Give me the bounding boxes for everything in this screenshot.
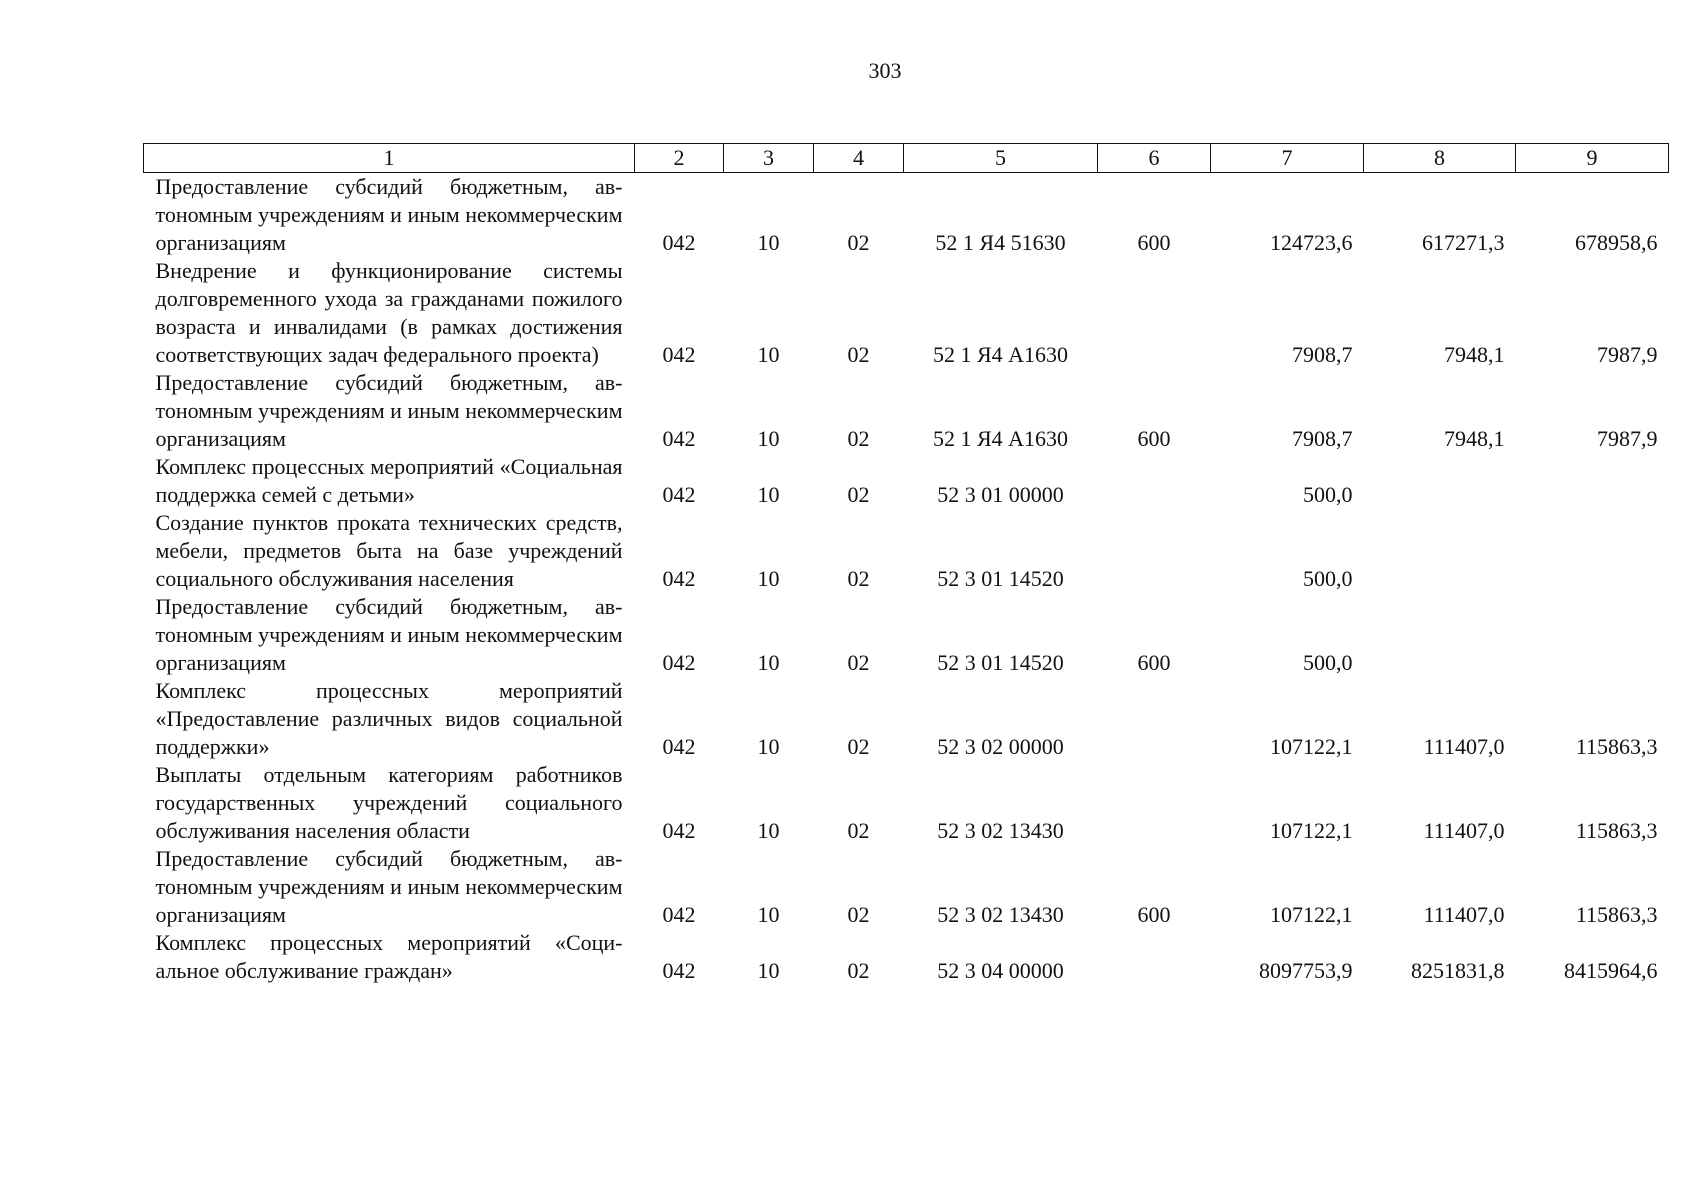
row-target-article-cell: 52 3 02 00000 [937, 734, 1064, 759]
row-section-cell: 10 [757, 734, 780, 759]
row-amount-cell-9: 8415964,6 [1564, 958, 1658, 983]
row-section-cell: 10 [757, 818, 780, 843]
table-row [144, 593, 1669, 677]
row-name-cell: Предоставление субсидий бюджетным, автономным учреждениям и иным некоммерческим организациям [155, 370, 623, 451]
row-code-cell: 042 [662, 902, 696, 927]
row-code-cell: 042 [662, 482, 696, 507]
row-target-article-cell: 52 3 01 14520 [937, 650, 1064, 675]
row-amount-cell-9: 7987,9 [1597, 342, 1658, 367]
row-subsection-cell: 02 [847, 426, 870, 451]
row-target-article-cell: 52 3 01 00000 [937, 482, 1064, 507]
row-amount-cell-8: 7948,1 [1444, 426, 1505, 451]
row-target-article-cell: 52 3 02 13430 [937, 902, 1064, 927]
row-section-cell: 10 [757, 650, 780, 675]
row-target-article-cell: 52 1 Я4 А1630 [932, 342, 1069, 367]
row-subsection-cell: 02 [847, 230, 870, 255]
row-section-cell: 10 [757, 426, 780, 451]
row-target-article-cell: 52 1 Я4 51630 [935, 230, 1066, 255]
column-header-9: 9 [1516, 144, 1669, 173]
row-amount-cell-7: 124723,6 [1270, 230, 1353, 255]
row-amount-cell-7: 107122,1 [1270, 734, 1353, 759]
column-header-3: 3 [724, 144, 814, 173]
row-section-cell: 10 [757, 958, 780, 983]
row-amount-cell-7: 107122,1 [1270, 902, 1353, 927]
row-subsection-cell: 02 [847, 902, 870, 927]
row-expense-type-cell [1098, 509, 1211, 593]
row-code-cell: 042 [662, 734, 696, 759]
row-code-cell: 042 [662, 566, 696, 591]
row-amount-cell-9 [1516, 509, 1669, 593]
row-amount-cell-7: 8097753,9 [1259, 958, 1353, 983]
budget-table [143, 143, 1669, 985]
row-amount-cell-9: 115863,3 [1575, 902, 1658, 927]
row-expense-type-cell [1098, 761, 1211, 845]
table-row [144, 845, 1669, 929]
row-name-cell: Внедрение и функционирование системы долговременного ухода за гражданами пожилого возраста и инвалидами (в рамках достижения соответствующих задач федерального проекта) [155, 258, 623, 367]
row-expense-type-cell: 600 [1137, 902, 1171, 927]
row-section-cell: 10 [757, 902, 780, 927]
table-row [144, 677, 1669, 761]
table-row [144, 257, 1669, 369]
row-subsection-cell: 02 [847, 958, 870, 983]
row-subsection-cell: 02 [847, 650, 870, 675]
row-amount-cell-9 [1516, 453, 1669, 509]
column-header-5: 5 [904, 144, 1098, 173]
row-amount-cell-8: 111407,0 [1423, 818, 1505, 843]
column-header-7: 7 [1211, 144, 1364, 173]
row-expense-type-cell [1098, 453, 1211, 509]
row-name-cell: Создание пунктов проката технических средств, мебели, предметов быта на базе учреждений социального обслуживания населения [155, 510, 623, 591]
row-name-cell: Предоставление субсидий бюджетным, автономным учреждениям и иным некоммерческим организациям [155, 846, 623, 927]
row-target-article-cell: 52 3 04 00000 [937, 958, 1064, 983]
table-row [144, 761, 1669, 845]
row-amount-cell-7: 107122,1 [1270, 818, 1353, 843]
table-row [144, 509, 1669, 593]
row-code-cell: 042 [662, 650, 696, 675]
page-number: 303 [868, 58, 902, 83]
table-row [144, 369, 1669, 453]
column-header-8: 8 [1364, 144, 1516, 173]
row-name-cell: Предоставление субсидий бюджетным, автономным учреждениям и иным некоммерческим организациям [155, 594, 623, 675]
row-name-cell: Комплекс процессных мероприятий «Социальное обслуживание граждан» [155, 930, 623, 983]
row-amount-cell-8: 617271,3 [1422, 230, 1505, 255]
row-section-cell: 10 [757, 566, 780, 591]
table-body [144, 173, 1669, 986]
row-amount-cell-7: 500,0 [1303, 482, 1353, 507]
row-code-cell: 042 [662, 426, 696, 451]
row-amount-cell-7: 7908,7 [1292, 426, 1353, 451]
row-section-cell: 10 [757, 342, 780, 367]
row-section-cell: 10 [757, 230, 780, 255]
row-amount-cell-9: 7987,9 [1597, 426, 1658, 451]
column-header-2: 2 [635, 144, 724, 173]
row-code-cell: 042 [662, 958, 696, 983]
row-subsection-cell: 02 [847, 818, 870, 843]
row-expense-type-cell: 600 [1137, 426, 1171, 451]
row-name-cell: Комплекс процессных мероприятий «Социальная поддержка семей с детьми» [155, 454, 623, 507]
row-name-cell: Комплекс процессных мероприятий «Предоставление различных видов социальной поддержки» [155, 678, 623, 759]
row-section-cell: 10 [757, 482, 780, 507]
row-code-cell: 042 [662, 230, 696, 255]
row-target-article-cell: 52 3 02 13430 [937, 818, 1064, 843]
row-name-cell: Предоставление субсидий бюджетным, автономным учреждениям и иным некоммерческим организациям [155, 174, 623, 255]
row-code-cell: 042 [662, 818, 696, 843]
row-amount-cell-9: 678958,6 [1575, 230, 1658, 255]
row-subsection-cell: 02 [847, 482, 870, 507]
row-expense-type-cell [1098, 677, 1211, 761]
row-amount-cell-8: 111407,0 [1423, 734, 1505, 759]
row-amount-cell-9 [1516, 593, 1669, 677]
row-target-article-cell: 52 1 Я4 А1630 [932, 426, 1069, 451]
header-row [144, 144, 1669, 173]
row-amount-cell-7: 500,0 [1303, 566, 1353, 591]
row-amount-cell-9: 115863,3 [1575, 818, 1658, 843]
table-row [144, 453, 1669, 509]
table-row [144, 929, 1669, 985]
row-name-cell: Выплаты отдельным категориям работников государственных учреждений социального обслуживания населения области [155, 762, 623, 843]
row-subsection-cell: 02 [847, 566, 870, 591]
row-expense-type-cell: 600 [1137, 650, 1171, 675]
row-code-cell: 042 [662, 342, 696, 367]
row-amount-cell-8 [1364, 453, 1516, 509]
row-amount-cell-7: 7908,7 [1292, 342, 1353, 367]
row-amount-cell-8 [1364, 509, 1516, 593]
column-header-6: 6 [1098, 144, 1211, 173]
row-subsection-cell: 02 [847, 734, 870, 759]
column-header-4: 4 [814, 144, 904, 173]
row-amount-cell-7: 500,0 [1303, 650, 1353, 675]
table-row [144, 173, 1669, 258]
row-amount-cell-8: 8251831,8 [1411, 958, 1505, 983]
row-subsection-cell: 02 [847, 342, 870, 367]
row-expense-type-cell: 600 [1137, 230, 1171, 255]
row-expense-type-cell [1098, 257, 1211, 369]
row-expense-type-cell [1098, 929, 1211, 985]
row-amount-cell-8 [1364, 593, 1516, 677]
row-target-article-cell: 52 3 01 14520 [937, 566, 1064, 591]
row-amount-cell-8: 7948,1 [1444, 342, 1505, 367]
row-amount-cell-8: 111407,0 [1423, 902, 1505, 927]
table-header [144, 144, 1669, 173]
column-header-1: 1 [144, 144, 635, 173]
row-amount-cell-9: 115863,3 [1575, 734, 1658, 759]
